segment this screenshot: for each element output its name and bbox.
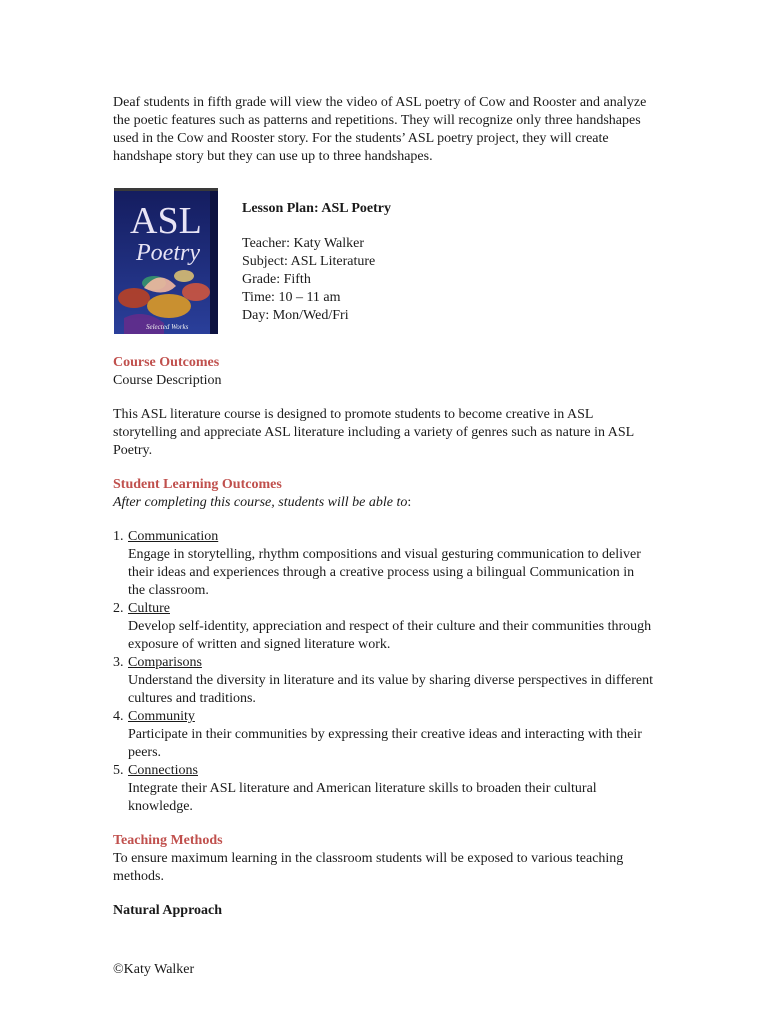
outcome-description: Integrate their ASL literature and American literature skills to broaden their cultural knowledge.	[128, 781, 597, 814]
teaching-heading: Teaching Methods	[113, 833, 223, 848]
cover-title-1: ASL	[130, 200, 202, 242]
lesson-day: Day: Mon/Wed/Fri	[242, 308, 349, 323]
slo-intro-colon: :	[407, 495, 412, 510]
outcome-description: Understand the diversity in literature and its value by sharing diverse perspectives in different cultures and traditions.	[128, 673, 653, 706]
lesson-subject: Subject: ASL Literature	[242, 254, 376, 269]
outcome-name: Comparisons	[128, 655, 202, 670]
outcomes-list	[113, 528, 653, 816]
copyright-footer: ©Katy Walker	[113, 962, 195, 977]
slo-intro-text: After completing this course, students will be able to	[113, 495, 408, 510]
lesson-info	[242, 200, 542, 325]
lesson-grade: Grade: Fifth	[242, 272, 311, 287]
course-description-text: This ASL literature course is designed to promote students to become creative in ASL storytelling and appreciate ASL literature including a variety of genres such as nature in ASL Poetry.	[113, 407, 634, 458]
cover-art	[114, 188, 218, 334]
list-item	[113, 654, 653, 708]
course-outcomes-section	[113, 354, 653, 390]
outcome-name: Community	[128, 709, 195, 724]
outcome-number: 3.	[113, 655, 124, 670]
outcome-name: Connections	[128, 763, 198, 778]
list-item	[113, 528, 653, 600]
lesson-block	[113, 188, 653, 334]
outcome-name: Communication	[128, 529, 219, 544]
outcome-number: 2.	[113, 601, 124, 616]
lesson-title: Lesson Plan: ASL Poetry	[242, 201, 391, 216]
outcome-description: Develop self-identity, appreciation and respect of their culture and their communities through exposure of written and signed literature work.	[128, 619, 652, 652]
slo-section	[113, 476, 653, 512]
outcome-number: 1.	[113, 529, 124, 544]
outcome-number: 5.	[113, 763, 124, 778]
teaching-text: To ensure maximum learning in the classroom students will be exposed to various teaching methods.	[113, 851, 624, 884]
asl-poetry-cover-image	[114, 188, 218, 334]
lesson-time: Time: 10 – 11 am	[242, 290, 341, 305]
outcome-description: Participate in their communities by expressing their creative ideas and interacting with their peers.	[128, 727, 642, 760]
outcome-name: Culture	[128, 601, 170, 616]
cover-subtitle: Selected Works	[146, 323, 189, 331]
outcome-description: Engage in storytelling, rhythm compositions and visual gesturing communication to deliver their ideas and experiences through a creative process using a bilingual Communication in the classroom.	[128, 547, 641, 598]
lesson-teacher: Teacher: Katy Walker	[242, 236, 365, 251]
list-item	[113, 600, 653, 654]
course-description-label: Course Description	[113, 373, 222, 388]
intro-paragraph: Deaf students in fifth grade will view the video of ASL poetry of Cow and Rooster and analyze the poetic features such as patterns and repetitions. They will recognize only three handshapes used in the Cow and Rooster story. For the students’ ASL poetry project, they will create handshape story but they can use up to three handshapes.	[113, 95, 647, 164]
course-outcomes-heading: Course Outcomes	[113, 355, 220, 370]
cover-title-2: Poetry	[136, 240, 200, 266]
document-page	[113, 94, 653, 920]
natural-approach-heading: Natural Approach	[113, 903, 223, 918]
teaching-section	[113, 832, 653, 920]
slo-intro	[113, 494, 653, 512]
slo-heading: Student Learning Outcomes	[113, 477, 282, 492]
list-item	[113, 708, 653, 762]
outcome-number: 4.	[113, 709, 124, 724]
list-item	[113, 762, 653, 816]
